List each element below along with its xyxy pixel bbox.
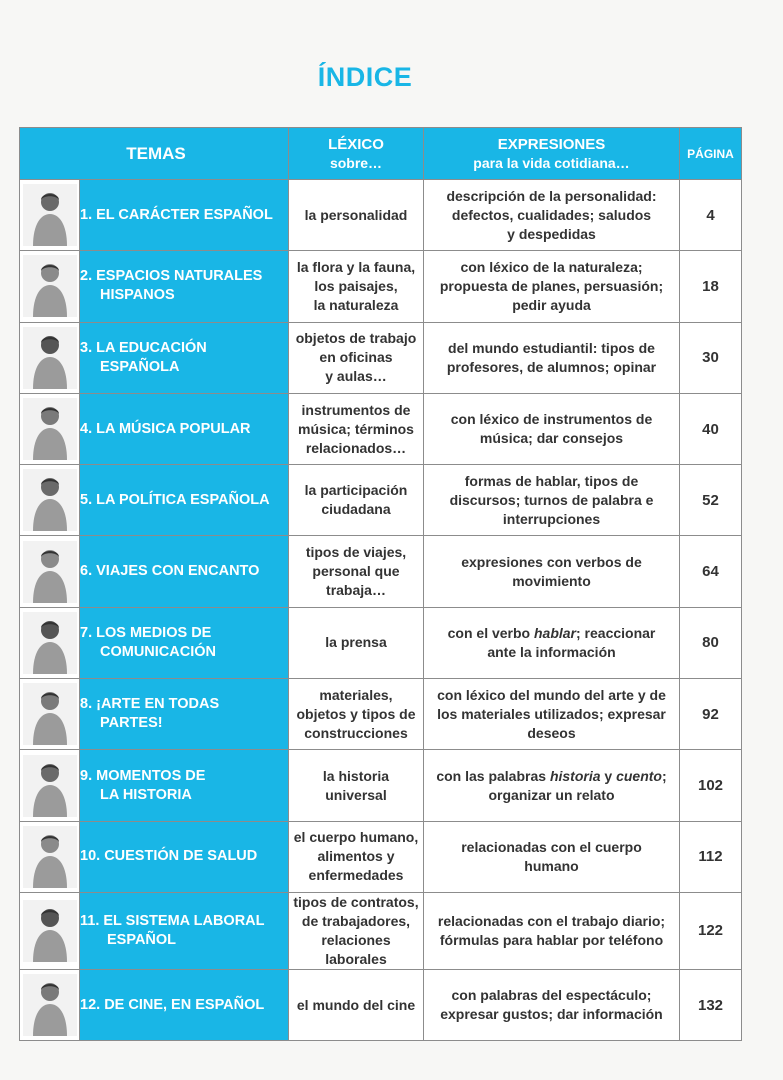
header-expresiones-label: EXPRESIONES — [497, 135, 606, 153]
theme-title — [80, 536, 289, 607]
theme-photo — [20, 969, 80, 1040]
theme-title — [80, 607, 289, 678]
page-number: 102 — [680, 750, 742, 821]
historical-figure-icon — [23, 755, 77, 817]
header-row — [20, 128, 742, 180]
theme-photo — [20, 679, 80, 750]
table-row — [20, 892, 742, 969]
theme-label-line: PARTES! — [100, 715, 163, 732]
theme-number: 5. — [80, 491, 97, 508]
theme-photo — [20, 750, 80, 821]
table-row — [20, 322, 742, 393]
theme-number: 4. — [80, 420, 97, 437]
theme-label-line: HISPANOS — [100, 287, 175, 304]
theme-title — [80, 180, 289, 251]
table-row — [20, 607, 742, 678]
page-title: ÍNDICE — [317, 62, 413, 92]
table-row — [20, 821, 742, 892]
header-lexico-sub: sobre… — [329, 154, 383, 171]
traveler-with-backpack-icon — [23, 541, 77, 603]
theme-label-line: ESPACIOS NATURALES — [96, 268, 263, 285]
header-expresiones-sub: para la vida cotidiana… — [473, 154, 630, 171]
expresiones-text: con las palabras historia y cuento; organizar un relato — [424, 750, 680, 821]
page-number: 92 — [680, 679, 742, 750]
painter-icon — [23, 683, 77, 745]
page-number: 4 — [680, 180, 742, 251]
lexico-text: la historia universal — [289, 750, 424, 821]
theme-label-line: ESPAÑOL — [107, 931, 177, 948]
lexico-text: materiales, objetos y tipos de construcciones — [289, 679, 424, 750]
man-reading-newspaper-icon — [23, 612, 77, 674]
theme-title — [80, 393, 289, 464]
construction-worker-icon — [23, 900, 77, 962]
expresiones-text: con léxico de la naturaleza; propuesta de planes, persuasión; pedir ayuda — [424, 251, 680, 322]
theme-title — [80, 322, 289, 393]
theme-photo — [20, 322, 80, 393]
lexico-text: la personalidad — [289, 180, 424, 251]
page-number: 64 — [680, 536, 742, 607]
lexico-text: la flora y la fauna, los paisajes, la naturaleza — [289, 251, 424, 322]
doctor-icon — [23, 826, 77, 888]
theme-number: 9. — [80, 767, 97, 784]
theme-label-line: LOS MEDIOS DE — [96, 624, 212, 641]
lexico-text: la participación ciudadana — [289, 465, 424, 536]
theme-number: 2. — [80, 268, 97, 285]
theme-title — [80, 969, 289, 1040]
theme-label-line: LA HISTORIA — [100, 786, 192, 803]
theme-number: 12. — [80, 996, 105, 1013]
table-row — [20, 393, 742, 464]
expresiones-text: con el verbo hablar; reaccionar ante la información — [424, 607, 680, 678]
lexico-text: el mundo del cine — [289, 969, 424, 1040]
theme-title — [80, 465, 289, 536]
theme-label-line: DE CINE, EN ESPAÑOL — [104, 996, 265, 1013]
theme-number: 1. — [80, 206, 97, 223]
theme-photo — [20, 465, 80, 536]
theme-number: 7. — [80, 624, 97, 641]
header-temas: TEMAS — [20, 128, 289, 180]
expresiones-text: con palabras del espectáculo; expresar gustos; dar información — [424, 969, 680, 1040]
theme-photo — [20, 821, 80, 892]
theme-label-line: ¡ARTE EN TODAS — [96, 696, 220, 713]
theme-label-line: EL SISTEMA LABORAL — [103, 912, 265, 929]
header-lexico-label: LÉXICO — [328, 135, 384, 153]
expresiones-text: con léxico del mundo del arte y de los materiales utilizados; expresar deseos — [424, 679, 680, 750]
theme-number: 10. — [80, 848, 105, 865]
expresiones-text: relacionadas con el trabajo diario; fórmulas para hablar por teléfono — [424, 892, 680, 969]
theme-number: 8. — [80, 696, 97, 713]
man-with-camera-icon — [23, 184, 77, 246]
theme-photo — [20, 536, 80, 607]
header-lexico — [289, 128, 424, 180]
page-number: 40 — [680, 393, 742, 464]
student-at-desk-icon — [23, 327, 77, 389]
page-number: 18 — [680, 251, 742, 322]
cameraman-icon — [23, 974, 77, 1036]
page-number: 52 — [680, 465, 742, 536]
lexico-text: tipos de contratos, de trabajadores, relaciones laborales — [289, 892, 424, 969]
theme-label-line: COMUNICACIÓN — [100, 643, 216, 660]
theme-photo — [20, 180, 80, 251]
expresiones-text: descripción de la personalidad: defectos, cualidades; saludos y despedidas — [424, 180, 680, 251]
theme-title — [80, 892, 289, 969]
theme-label-line: CUESTIÓN DE SALUD — [104, 848, 258, 865]
header-pagina: PÁGINA — [680, 128, 742, 180]
theme-number: 3. — [80, 339, 97, 356]
page-number: 80 — [680, 607, 742, 678]
index-table — [19, 127, 742, 1041]
header-expresiones — [424, 128, 680, 180]
expresiones-text: formas de hablar, tipos de discursos; turnos de palabra e interrupciones — [424, 465, 680, 536]
theme-label-line: MOMENTOS DE — [96, 767, 206, 784]
theme-title — [80, 679, 289, 750]
table-row — [20, 536, 742, 607]
theme-title — [80, 821, 289, 892]
politician-speaking-icon — [23, 469, 77, 531]
expresiones-text: relacionadas con el cuerpo humano — [424, 821, 680, 892]
theme-number: 11. — [80, 912, 104, 929]
table-row — [20, 679, 742, 750]
lexico-text: el cuerpo humano, alimentos y enfermedades — [289, 821, 424, 892]
page-number: 132 — [680, 969, 742, 1040]
theme-photo — [20, 251, 80, 322]
expresiones-text: expresiones con verbos de movimiento — [424, 536, 680, 607]
woman-in-nature-icon — [23, 255, 77, 317]
lexico-text: tipos de viajes, personal que trabaja… — [289, 536, 424, 607]
table-row — [20, 180, 742, 251]
expresiones-text: con léxico de instrumentos de música; dar consejos — [424, 393, 680, 464]
theme-label-line: LA POLÍTICA ESPAÑOLA — [96, 491, 270, 508]
page-number: 122 — [680, 892, 742, 969]
lexico-text: instrumentos de música; términos relacionados… — [289, 393, 424, 464]
table-row — [20, 750, 742, 821]
theme-photo — [20, 607, 80, 678]
table-row — [20, 251, 742, 322]
theme-photo — [20, 892, 80, 969]
theme-label-line: LA MÚSICA POPULAR — [96, 420, 251, 437]
page-number: 112 — [680, 821, 742, 892]
couple-listening-music-icon — [23, 398, 77, 460]
theme-label-line: ESPAÑOLA — [100, 358, 180, 375]
theme-title — [80, 750, 289, 821]
theme-photo — [20, 393, 80, 464]
lexico-text: la prensa — [289, 607, 424, 678]
theme-label-line: LA EDUCACIÓN — [96, 339, 207, 356]
table-row — [20, 465, 742, 536]
theme-number: 6. — [80, 563, 97, 580]
lexico-text: objetos de trabajo en oficinas y aulas… — [289, 322, 424, 393]
theme-title — [80, 251, 289, 322]
theme-label-line: VIAJES CON ENCANTO — [96, 563, 260, 580]
page-number: 30 — [680, 322, 742, 393]
table-row — [20, 969, 742, 1040]
theme-label-line: EL CARÁCTER ESPAÑOL — [96, 206, 273, 223]
expresiones-text: del mundo estudiantil: tipos de profesores, de alumnos; opinar — [424, 322, 680, 393]
